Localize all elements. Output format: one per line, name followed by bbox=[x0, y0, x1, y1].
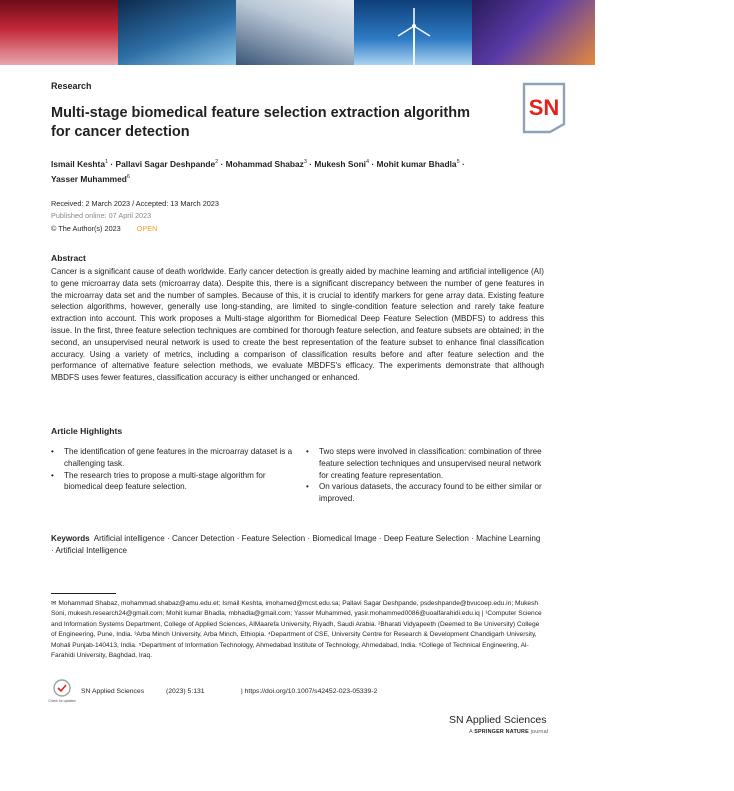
affiliation-marker: 5 bbox=[456, 159, 460, 165]
check-for-updates-icon[interactable] bbox=[48, 679, 76, 705]
author-list bbox=[51, 156, 521, 186]
footnote-divider bbox=[51, 593, 116, 594]
author-name[interactable]: Mohit kumar Bhadla bbox=[376, 158, 457, 169]
affiliation-marker: 1 bbox=[105, 159, 109, 165]
banner-image-abstract bbox=[472, 0, 595, 65]
correspondence-footnote: ✉ Mohammad Shabaz, mohammad.shabaz@amu.edu.et; Ismail Keshta, imohamed@mcst.edu.sa; Pallavi Sagar Deshpande, psdeshpande@bvucoep.edu.in; Mukesh Soni, mukesh.research24@gmail.com; Mohit kumar Bhadla, mbhadla@gmail.com; Yasser Muhammed, yasir.mohammed0086@uoalfarahidi.edu.iq | ¹Computer Science and Information Systems Department, College of Applied Sciences, AlMaarefa University, Riyadh, Saudi Arabia. ²Bharati Vidyapeeth (Deemed to Be University) College of Engineering, Pune, India. ³Arba Minch University, Arba Minch, Ethiopia. ⁴Department of CSE, University Centre for Research & Development Chandigarh University, Mohali Punjab-140413, India. ⁵Department of Information Technology, Ahmedabad Institute of Technology, Ahmedabad, India. ⁶College of Technical Engineering, Al-Farahidi University, Baghdad, Iraq. bbox=[51, 600, 542, 660]
highlights-right-column bbox=[306, 446, 544, 505]
abstract-text: Cancer is a significant cause of death worldwide. Early cancer detection is greatly aided by machine learning and artificial intelligence (AI) to gene microarray data sets (microarray data). Despite this, there is a significant discrepancy between the number of gene features in the microarray data set and the number of samples. Because of this, it is crucial to identify markers for gene array data. Existing feature selection algorithms, however, generally use long-standing, are limited to single-condition feature selection and rarely take feature extraction into account. This work proposes a Multi-stage algorithm for Biomedical Deep Feature Selection (MBDFS) to address this issue. In the first, three feature selection techniques are combined for thorough feature selection, and feature subsets are obtained; in the second, an unsupervised neural network is used to create the best representation of the feature subset to enhance final classification accuracy. Using a variety of metrics, including a comparison of classification results before and after feature selection and the performance of alternative feature selection methods, we evaluate MBDFS's efficacy. The experiments demonstrate that although MBDFS uses fewer features, classification accuracy is either unchanged or enhanced. bbox=[51, 267, 544, 383]
banner-image-circuit bbox=[118, 0, 236, 65]
received-accepted-dates: Received: 2 March 2023 / Accepted: 13 March 2023 bbox=[51, 199, 219, 208]
author-separator: · bbox=[218, 158, 226, 169]
publisher-line bbox=[469, 729, 548, 735]
banner-image-machine bbox=[236, 0, 354, 65]
footer-volume: (2023) 5:131 bbox=[166, 688, 205, 695]
footer-doi-link[interactable]: | https://doi.org/10.1007/s42452-023-05339-2 bbox=[241, 688, 378, 695]
footer-journal: SN Applied Sciences bbox=[81, 688, 145, 695]
header-banner bbox=[0, 0, 595, 65]
sn-logo[interactable] bbox=[520, 82, 568, 134]
affiliation-marker: 4 bbox=[366, 159, 370, 165]
author-name[interactable]: Pallavi Sagar Deshpande bbox=[115, 158, 216, 169]
author-separator: · bbox=[369, 158, 377, 169]
banner-image-lab bbox=[0, 0, 118, 65]
keywords-list: Artificial intelligence · Cancer Detection · Feature Selection · Biomedical Image · Deep Feature Selection · Machine Learning · Artificial Intelligence bbox=[51, 534, 541, 555]
affiliation-marker: 2 bbox=[215, 159, 219, 165]
affiliation-marker: 3 bbox=[303, 159, 307, 165]
journal-brand: SN Applied Sciences bbox=[449, 714, 547, 726]
abstract-heading: Abstract bbox=[51, 253, 86, 263]
highlight-item: • The research tries to propose a multi-stage algorithm for biomedical deep feature selection. bbox=[51, 470, 293, 494]
author-separator: · bbox=[306, 158, 315, 169]
publisher-prefix: A bbox=[469, 729, 473, 735]
copyright-line bbox=[51, 224, 157, 233]
wind-turbine-icon bbox=[394, 8, 434, 65]
highlight-item: • The identification of gene features in the microarray dataset is a challenging task. bbox=[51, 446, 293, 470]
article-title: Multi-stage biomedical feature selection extraction algorithm for cancer detection bbox=[51, 105, 470, 140]
keywords-label: Keywords bbox=[51, 534, 90, 543]
publisher-name: SPRINGER NATURE bbox=[474, 729, 529, 735]
banner-image-wind-turbine bbox=[354, 0, 472, 65]
author-name[interactable]: Yasser Muhammed bbox=[51, 173, 127, 184]
highlights-left-column bbox=[51, 446, 293, 493]
author-name[interactable]: Ismail Keshta bbox=[51, 158, 105, 169]
highlight-item: • On various datasets, the accuracy found to be either similar or improved. bbox=[306, 481, 544, 505]
affiliation-marker: 6 bbox=[126, 173, 130, 180]
crossmark-label: Check for updates bbox=[48, 699, 76, 703]
keywords bbox=[51, 533, 544, 557]
publisher-suffix: journal bbox=[530, 729, 549, 735]
sn-logo-text: SN bbox=[528, 95, 560, 120]
author-name[interactable]: Mohammad Shabaz bbox=[225, 158, 304, 169]
copyright-text: © The Author(s) 2023 bbox=[51, 224, 121, 233]
highlights-heading: Article Highlights bbox=[51, 426, 123, 436]
author-separator: · bbox=[459, 158, 465, 169]
published-date: Published online: 07 April 2023 bbox=[51, 211, 152, 220]
author-name[interactable]: Mukesh Soni bbox=[314, 158, 367, 169]
author-separator: · bbox=[108, 158, 116, 169]
section-label: Research bbox=[51, 81, 92, 91]
highlight-item: • Two steps were involved in classification: combination of three feature selection techniques and unsupervised neural network for creating feature representation. bbox=[306, 446, 544, 481]
open-access-badge: OPEN bbox=[136, 224, 158, 233]
